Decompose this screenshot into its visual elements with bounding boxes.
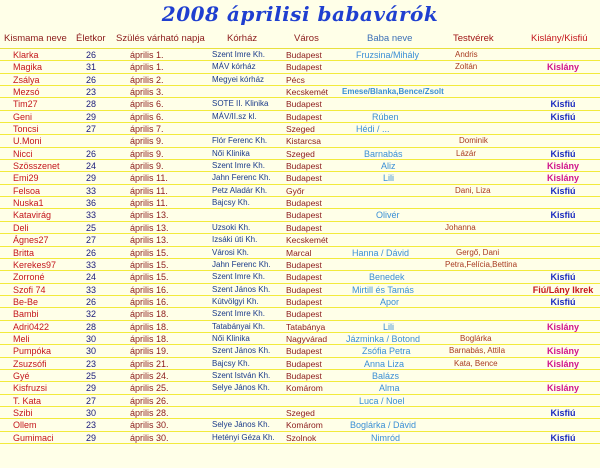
mother-age: 27 [85,124,96,135]
siblings-names: Dani, Liza [455,185,491,195]
siblings-names: Johanna [445,222,476,232]
city-name: Budapest [286,346,322,357]
baby-name: Lili [383,173,395,184]
mother-name: Felsoa [13,185,41,196]
baby-name: Lili [383,321,395,332]
city-name: Komárom [286,383,323,394]
city-name: Nagyvárad [286,333,328,344]
mother-name: Magika [13,62,43,73]
hospital-name: Női Klinika [212,333,250,343]
mother-age: 27 [85,235,96,246]
due-date: április 26. [130,395,169,406]
mother-age: 29 [85,173,96,184]
city-name: Budapest [286,309,322,320]
table-row [0,382,600,394]
baby-sex [530,49,596,61]
hospital-name: Flór Ferenc Kh. [212,136,268,146]
baby-name: Jázminka / Botond [346,333,421,344]
city-name: Budapest [286,198,322,209]
hospital-name: Uzsoki Kh. [212,222,251,232]
mother-age: 33 [85,284,96,295]
mother-age: 29 [85,111,96,122]
city-name: Szeged [286,148,315,159]
mother-name: Emi29 [13,173,39,184]
hospital-name: SOTE II. Klinika [212,99,269,109]
hospital-name: Izsáki úti Kh. [212,235,258,245]
table-row [0,160,600,172]
header-city: Város [294,33,319,44]
mother-age: 24 [85,161,96,172]
header-sex: Kislány/Kisfiú [531,33,588,44]
mother-age: 28 [85,321,96,332]
baby-sex: Kisfiú [550,432,576,443]
table-row [0,345,600,357]
mother-name: U.Moni [13,136,42,147]
mother-age: 25 [85,370,96,381]
mother-age: 26 [85,50,96,60]
table-row [0,259,600,271]
baby-sex: Kislány [546,346,579,357]
due-date: április 6. [130,111,164,122]
city-name: Budapest [286,358,322,369]
due-date: április 30. [130,432,169,443]
baby-sex [530,308,596,320]
due-date: április 18. [130,333,169,344]
due-date: április 7. [130,124,164,135]
due-date: április 6. [130,99,164,110]
mother-age: 29 [85,432,96,443]
table-row [0,209,600,221]
table-row [0,247,600,259]
hospital-name: MÁV kórház [212,62,256,72]
mother-age: 36 [85,198,96,209]
due-date: április 13. [130,210,169,221]
table-row [0,271,600,283]
mother-age: 26 [85,74,96,85]
baby-sex: Kislány [546,173,579,184]
mother-age: 25 [85,222,96,233]
hospital-name: Megyei kórház [212,74,265,84]
siblings-names: Kata, Bence [454,358,498,368]
baby-name: Boglárka / Dávid [350,420,417,431]
mother-name: Gyé [13,370,30,381]
mother-age: 30 [85,333,96,344]
city-name: Budapest [286,284,322,295]
due-date: április 3. [130,87,164,98]
mother-name: Zorroné [13,272,45,283]
mother-name: Katavirág [13,210,52,221]
baby-sex: Kisfiú [550,210,576,221]
hospital-name: Selye János Kh. [212,383,270,393]
baby-sex [530,259,596,271]
table-body [0,49,600,444]
city-name: Budapest [286,111,322,122]
table-row [0,222,600,234]
baby-name: Zsófia Petra [362,346,411,357]
baby-name: Olivér [376,210,400,221]
siblings-names: Gergő, Dani [456,247,500,257]
table-row [0,407,600,419]
baby-sex [530,222,596,234]
table-row [0,148,600,160]
baby-sex: Kisfiú [550,296,576,307]
hospital-name: Szent János Kh. [212,346,271,356]
hospital-name: Szent Imre Kh. [212,161,265,171]
due-date: április 9. [130,161,164,172]
baby-name: Emese/Blanka,Bence/Zsolt [342,87,444,97]
mother-age: 26 [85,247,96,258]
header-date: Szülés várható napja [116,33,205,44]
header-baby: Baba neve [367,33,413,44]
table-row [0,123,600,135]
header-hospital: Kórház [227,33,258,44]
hospital-name: Szent János Kh. [212,284,271,294]
mother-name: Zsuzsófi [13,358,47,369]
mother-name: Klarka [13,50,39,60]
baby-name: Luca / Noel [359,395,405,406]
mother-name: Be-Be [13,296,39,307]
table-row [0,358,600,370]
hospital-name: Selye János Kh. [212,420,270,430]
hospital-name: Hetényi Géza Kh. [212,432,275,442]
hospital-name: Bajcsy Kh. [212,358,250,368]
table-row [0,370,600,382]
baby-name: Apor [380,296,400,307]
mother-age: 23 [85,358,96,369]
page-title: 2008 áprilisi babavárók [161,2,439,26]
due-date: április 21. [130,358,169,369]
mother-name: Geni [13,111,33,122]
mother-age: 26 [85,296,96,307]
due-date: április 9. [130,136,164,147]
siblings-names: Zoltán [455,62,478,72]
siblings-names: Petra,Felícia,Bettina [445,259,518,269]
city-name: Budapest [286,161,322,172]
baby-sex [530,197,596,209]
table-row [0,395,600,407]
city-name: Budapest [286,99,322,110]
mother-name: Szibi [13,407,33,418]
baby-name: Rúben [372,111,399,122]
hospital-name: Jahn Ferenc Kh. [212,173,271,183]
mother-name: Meli [13,333,30,344]
city-name: Budapest [286,370,322,381]
due-date: április 15. [130,247,169,258]
city-name: Kecskemét [286,235,329,246]
baby-sex [530,86,596,98]
mother-age: 23 [85,420,96,431]
mother-name: Mezsó [13,87,40,98]
hospital-name: Városi Kh. [212,247,249,257]
mother-name: Bambi [13,309,39,320]
city-name: Győr [286,185,305,196]
due-date: április 11. [130,173,168,184]
city-name: Kecskemét [286,87,329,98]
mother-name: Kerekes97 [13,259,57,270]
due-date: április 11. [130,185,168,196]
baby-name: Anna Liza [364,358,405,369]
baby-name: Aliz [381,161,396,172]
due-date: április 13. [130,222,169,233]
baby-sex: Kisfiú [550,111,576,122]
mother-age: 32 [85,309,96,320]
due-date: április 1. [130,62,164,73]
due-date: április 15. [130,259,169,270]
city-name: Budapest [286,173,322,184]
city-name: Budapest [286,210,322,221]
baby-sex [530,74,596,86]
due-date: április 16. [130,296,169,307]
mother-age: 24 [85,272,96,283]
due-date: április 28. [130,407,169,418]
due-date: április 18. [130,309,169,320]
baby-name: Fruzsina/Mihály [356,50,420,60]
table-row [0,197,600,209]
table-row [0,284,600,296]
mother-name: Zsálya [13,74,40,85]
mother-name: Szofi 74 [13,284,46,295]
baby-name: Balázs [372,370,400,381]
mother-age: 29 [85,383,96,394]
baby-name: Barnabás [364,148,403,159]
table-row [0,172,600,184]
table-row [0,419,600,431]
siblings-names: Boglárka [460,333,492,343]
mother-name: Nuska1 [13,198,44,209]
table-row [0,321,600,333]
mother-name: T. Kata [13,395,42,406]
table-row [0,432,600,444]
table-row [0,49,600,61]
baby-sex [530,333,596,345]
mother-age: 26 [85,148,96,159]
mother-name: Tim27 [13,99,38,110]
city-name: Szeged [286,407,315,418]
table-row [0,185,600,197]
baby-sex: Kislány [546,383,579,394]
baby-name: Alma [379,383,400,394]
table-row [0,86,600,98]
table-row [0,111,600,123]
hospital-name: Tatabányai Kh. [212,321,265,331]
mother-name: Szösszenet [13,161,60,172]
due-date: április 1. [130,50,164,60]
mother-age: 27 [85,395,96,406]
mother-name: Nicci [13,148,33,159]
baby-sex [530,123,596,135]
hospital-name: Kútvölgyi Kh. [212,296,259,306]
due-date: április 11. [130,198,168,209]
baby-name: Hanna / Dávid [352,247,410,258]
header-age: Életkor [76,33,106,44]
baby-sex: Kisfiú [550,272,576,283]
mother-name: Deli [13,222,29,233]
mother-name: Toncsi [13,124,39,135]
hospital-name: Petz Aladár Kh. [212,185,268,195]
city-name: Tatabánya [286,321,326,332]
header-name: Kismama neve [4,33,67,44]
mother-age: 23 [85,87,96,98]
mother-name: Kisfruzsi [13,383,48,394]
siblings-names: Lázár [456,148,477,158]
baby-sex [530,370,596,382]
city-name: Budapest [286,222,322,233]
baby-sex: Kislány [546,358,579,369]
baby-sex: Kislány [546,62,579,73]
table-row [0,61,600,73]
due-date: április 19. [130,346,169,357]
due-date: április 13. [130,235,169,246]
due-date: április 15. [130,272,169,283]
hospital-name: Szent Imre Kh. [212,50,265,59]
hospital-name: Bajcsy Kh. [212,198,250,208]
baby-sex: Kisfiú [550,407,576,418]
hospital-name: Szent Imre Kh. [212,309,265,319]
mother-age: 30 [85,346,96,357]
header-siblings: Testvérek [453,33,494,44]
mother-age: 33 [85,210,96,221]
hospital-name: Jahn Ferenc Kh. [212,259,271,269]
baby-sex [530,234,596,246]
table-row [0,74,600,86]
city-name: Szeged [286,124,315,135]
hospital-name: Szent Imre Kh. [212,272,265,282]
mother-age: 33 [85,185,96,196]
baby-sex: Kislány [546,321,579,332]
mother-name: Ollem [13,420,37,431]
baby-name: Mirtill és Tamás [352,284,414,295]
city-name: Budapest [286,272,322,283]
baby-sex: Kisfiú [550,185,576,196]
mother-name: Adri0422 [13,321,50,332]
city-name: Komárom [286,420,323,431]
table-row [0,234,600,246]
table-row [0,333,600,345]
baby-sex: Fiú/Lány Ikrek [532,284,594,295]
due-date: április 16. [130,284,169,295]
table-row [0,308,600,320]
mother-name: Gumimaci [13,432,54,443]
mother-age: 31 [85,62,96,73]
siblings-names: Dominik [459,136,488,146]
mother-age: 28 [85,99,96,110]
baby-name: Hédi / ... [356,124,390,135]
baby-sex [530,135,596,147]
mother-age: 30 [85,407,96,418]
baby-sex [530,395,596,407]
baby-sex: Kisfiú [550,99,576,110]
table-row [0,135,600,147]
city-name: Marcal [286,247,312,258]
baby-sex: Kisfiú [550,148,576,159]
due-date: április 25. [130,383,169,394]
table-row [0,296,600,308]
baby-name: Nimród [371,432,401,443]
table-row [0,98,600,110]
baby-sex: Kislány [546,161,579,172]
mother-name: Ágnes27 [13,235,49,246]
mother-name: Britta [13,247,35,258]
hospital-name: MÁV/II.sz kl. [212,111,257,121]
due-date: április 24. [130,370,169,381]
due-date: április 18. [130,321,169,332]
city-name: Kistarcsa [286,136,321,147]
city-name: Szolnok [286,432,317,443]
city-name: Budapest [286,259,322,270]
city-name: Budapest [286,62,322,73]
hospital-name: Női Klinika [212,148,250,158]
baby-name: Benedek [369,272,405,283]
mother-age: 33 [85,259,96,270]
siblings-names: Andris [455,50,478,59]
due-date: április 2. [130,74,164,85]
baby-sex [530,419,596,431]
baby-sex [530,247,596,259]
city-name: Pécs [286,74,305,85]
mother-name: Pumpóka [13,346,52,357]
city-name: Budapest [286,50,322,60]
city-name: Budapest [286,296,322,307]
hospital-name: Szent István Kh. [212,370,271,380]
siblings-names: Barnabás, Attila [449,346,506,356]
due-date: április 9. [130,148,164,159]
due-date: április 30. [130,420,169,431]
